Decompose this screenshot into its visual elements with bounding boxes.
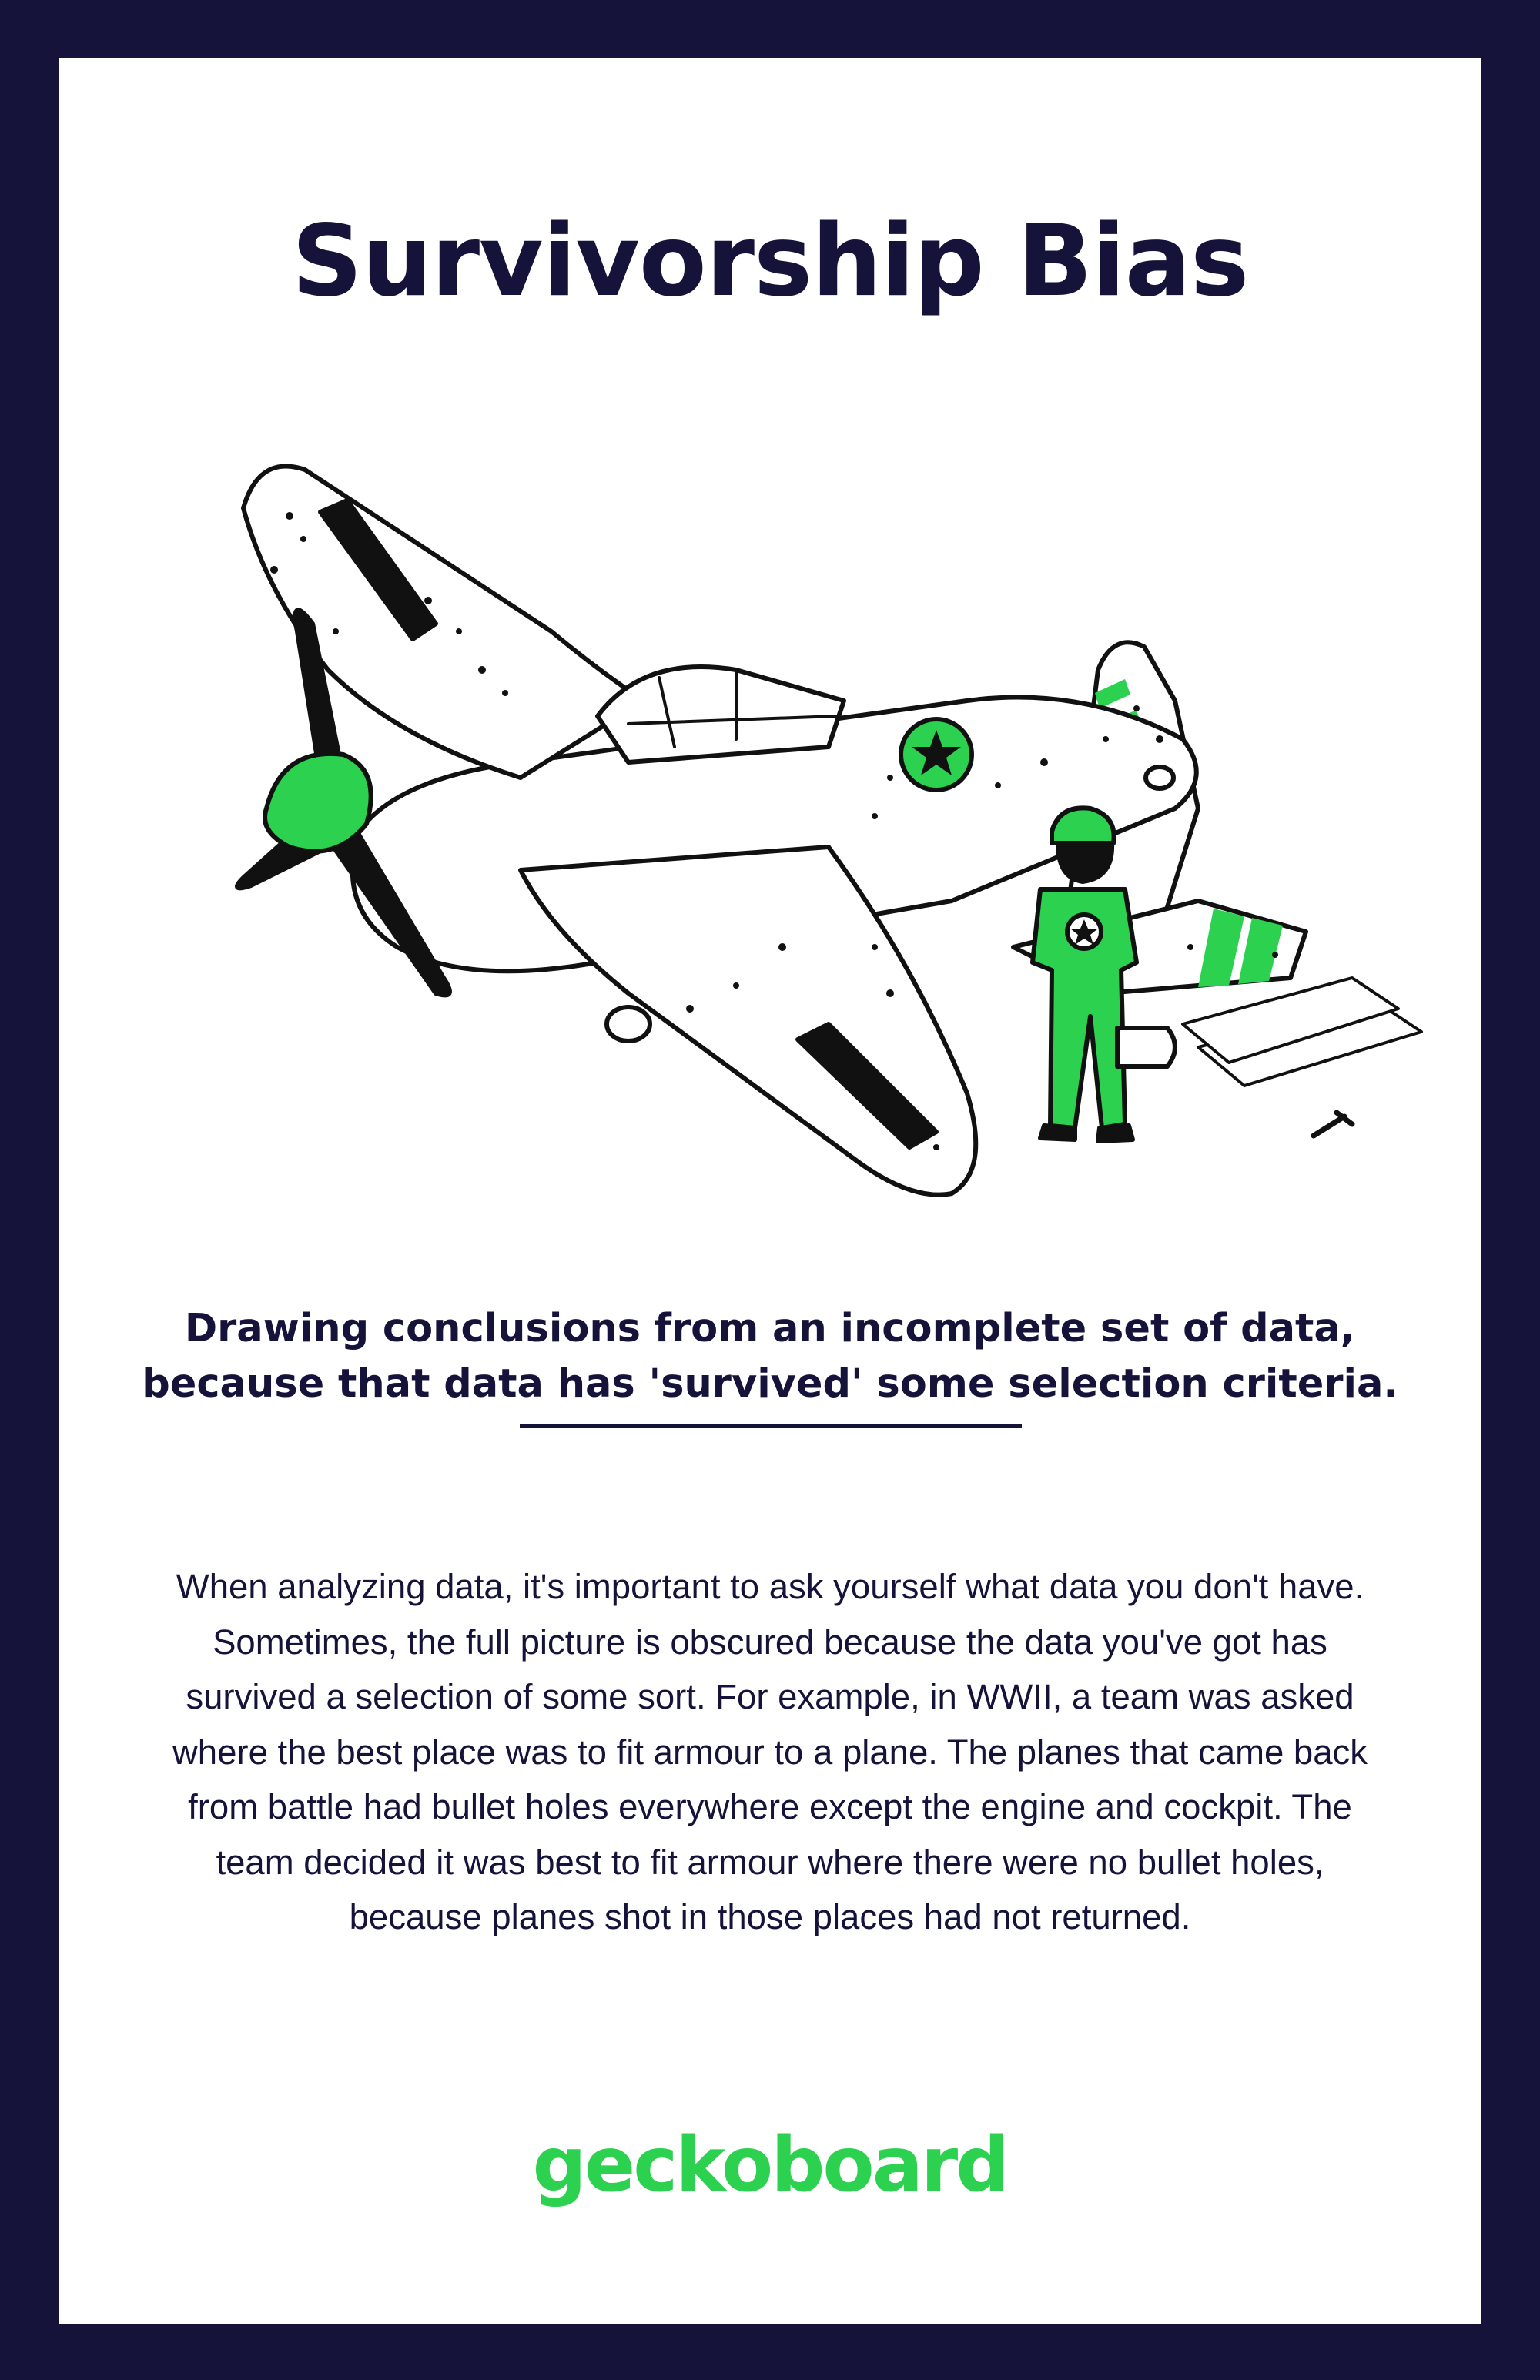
mechanic-cap xyxy=(1052,808,1114,843)
toolbox xyxy=(1117,1028,1175,1066)
page-title: Survivorship Bias xyxy=(291,204,1249,319)
front-wheel xyxy=(607,1007,650,1041)
papers-on-ground xyxy=(1183,978,1421,1086)
cockpit-canopy xyxy=(598,667,844,762)
tail-wheel xyxy=(1146,767,1173,788)
divider xyxy=(520,1424,1022,1428)
hammer xyxy=(1314,1113,1352,1136)
mechanic-shoes xyxy=(1040,1126,1133,1141)
plane-and-mechanic-illustration xyxy=(197,377,1460,1247)
body-text: When analyzing data, it's important to ask yourself what data you don't have. Sometimes, the full picture is obscured because the data you've got has survived a selection of some sort. For example, in WWII, a team was asked where the best place was to fit armour to a plane. The planes that came back from battle had bullet holes everywhere except the engine and cockpit. The team decided it was best to fit armour where there were no bullet holes, because planes shot in those places had not returned. xyxy=(172,1567,1368,1936)
brand-logo[interactable]: geckoboard xyxy=(532,2121,1008,2209)
propeller-spinner xyxy=(265,754,371,852)
infographic-card xyxy=(59,58,1481,2324)
definition-text: Drawing conclusions from an incomplete set of data, because that data has 'survived' some selection criteria. xyxy=(142,1306,1398,1407)
